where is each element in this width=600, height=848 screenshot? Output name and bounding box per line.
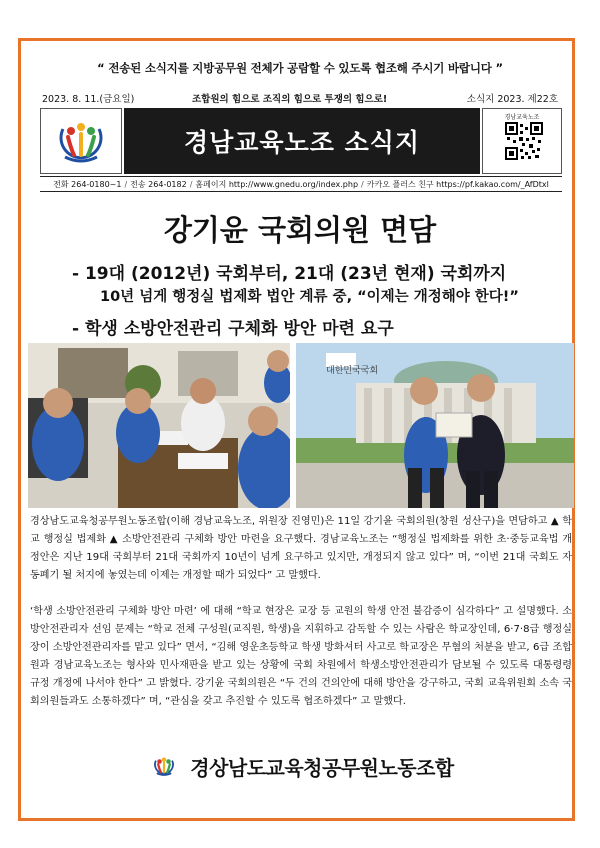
masthead [40, 108, 562, 174]
footer [0, 746, 600, 786]
meeting-photo [28, 343, 290, 508]
qr-code[interactable] [482, 108, 562, 174]
union-logo-icon [41, 109, 121, 173]
contact-bar: 전화 264-0180~1 / 전송 264-0182 / 홈페이지 http://www.gnedu.org/index.php / 카카오 플러스 친구 https://pf.kakao.com/_AfDtxl [40, 176, 562, 192]
dateline [42, 91, 558, 105]
phone: 전화 264-0180~1 [53, 179, 122, 189]
kakao-link[interactable]: 카카오 플러스 친구 https://pf.kakao.com/_AfDtxl [366, 179, 549, 189]
subhead-1: - 19대 (2012년) 국회부터, 21대 (23년 현재) 국회까지 [72, 264, 507, 284]
subhead-1-detail: 10년 넘게 행정실 법제화 법안 계류 중, “이제는 개정해야 한다!” [100, 289, 519, 305]
qr-code-icon [505, 122, 543, 160]
motto: 조합원의 힘으로 조직의 힘으로 투쟁의 힘으로! [192, 94, 388, 105]
assembly-photo [296, 343, 574, 508]
slogan: “ 전송된 소식지를 지방공무원 전체가 공람할 수 있도록 협조해 주시기 바랍니다 ” [97, 61, 503, 75]
headline: 강기윤 국회의원 면담 [163, 213, 437, 247]
newsletter-title: 경남교육노조 소식지 [124, 108, 480, 174]
article-paragraph-1: 경상남도교육청공무원노동조합(이해 경남교육노조, 위원장 진영민)은 11일 강기윤 국회의원(창원 성산구)을 면담하고 ▲ 학교 행정실 법제화 ▲ 소방안전관리 구체화 방안 마련을 요구했다. 경남교육노조는 “행정실 법제화를 위한 초·중등교육법 개정안은 지난 19대 국회부터 21대 국회까지 10년이 넘게 요구하고 있지만, 개정되지 않고 있다” 며, “이번 21대 국회도 자동폐기 될 처지에 놓였는데 이제는 개정할 때가 되었다” 고 말했다. [30, 516, 572, 581]
issue-number: 소식지 2023. 제22호 [466, 94, 558, 105]
article-paragraph-2: ‘학생 소방안전관리 구체화 방안 마련’ 에 대해 “학교 현장은 교장 등 교원의 학생 안전 불감증이 심각하다” 고 설명했다. 소방안전관리자 선임 문제는 “학교 전체 구성원(교직원, 학생)을 지휘하고 감독할 수 있는 사람은 학교장인데, 6·7·8급 행정실장이 소방안전관리자를 맡고 있다” 면서, “김해 영운초등학교 학생 방화셔터 사고로 학교장은 무혐의 처분을 받고, 6급 조합원과 경남교육노조는 형사와 민사재판을 받고 있는 상황에 국회 차원에서 학생소방안전관리가 담보될 수 있도록 대통령령 규정 개정에 나서야 한다” 고 밝혔다. 강기윤 국회의원은 “두 건의 건의안에 대해 방안을 강구하고, 국회 교육위원회 소속 국회의원들과도 소통하겠다” 며, “관심을 갖고 추진할 수 있도록 협조하겠다” 고 말했다. [30, 606, 572, 707]
subhead-2: - 학생 소방안전관리 구체화 방안 마련 요구 [72, 319, 394, 339]
assembly-sign: 대한민국국회 [326, 366, 379, 376]
homepage-link[interactable]: 홈페이지 http://www.gnedu.org/index.php [195, 179, 359, 189]
union-logo [40, 108, 122, 174]
fax: 전송 264-0182 [130, 179, 187, 189]
qr-caption: 경남교육노조 [504, 114, 540, 121]
org-name: 경상남도교육청공무원노동조합 [190, 755, 454, 780]
union-logo-icon [146, 748, 182, 784]
issue-date: 2023. 8. 11.(금요일) [42, 94, 135, 105]
